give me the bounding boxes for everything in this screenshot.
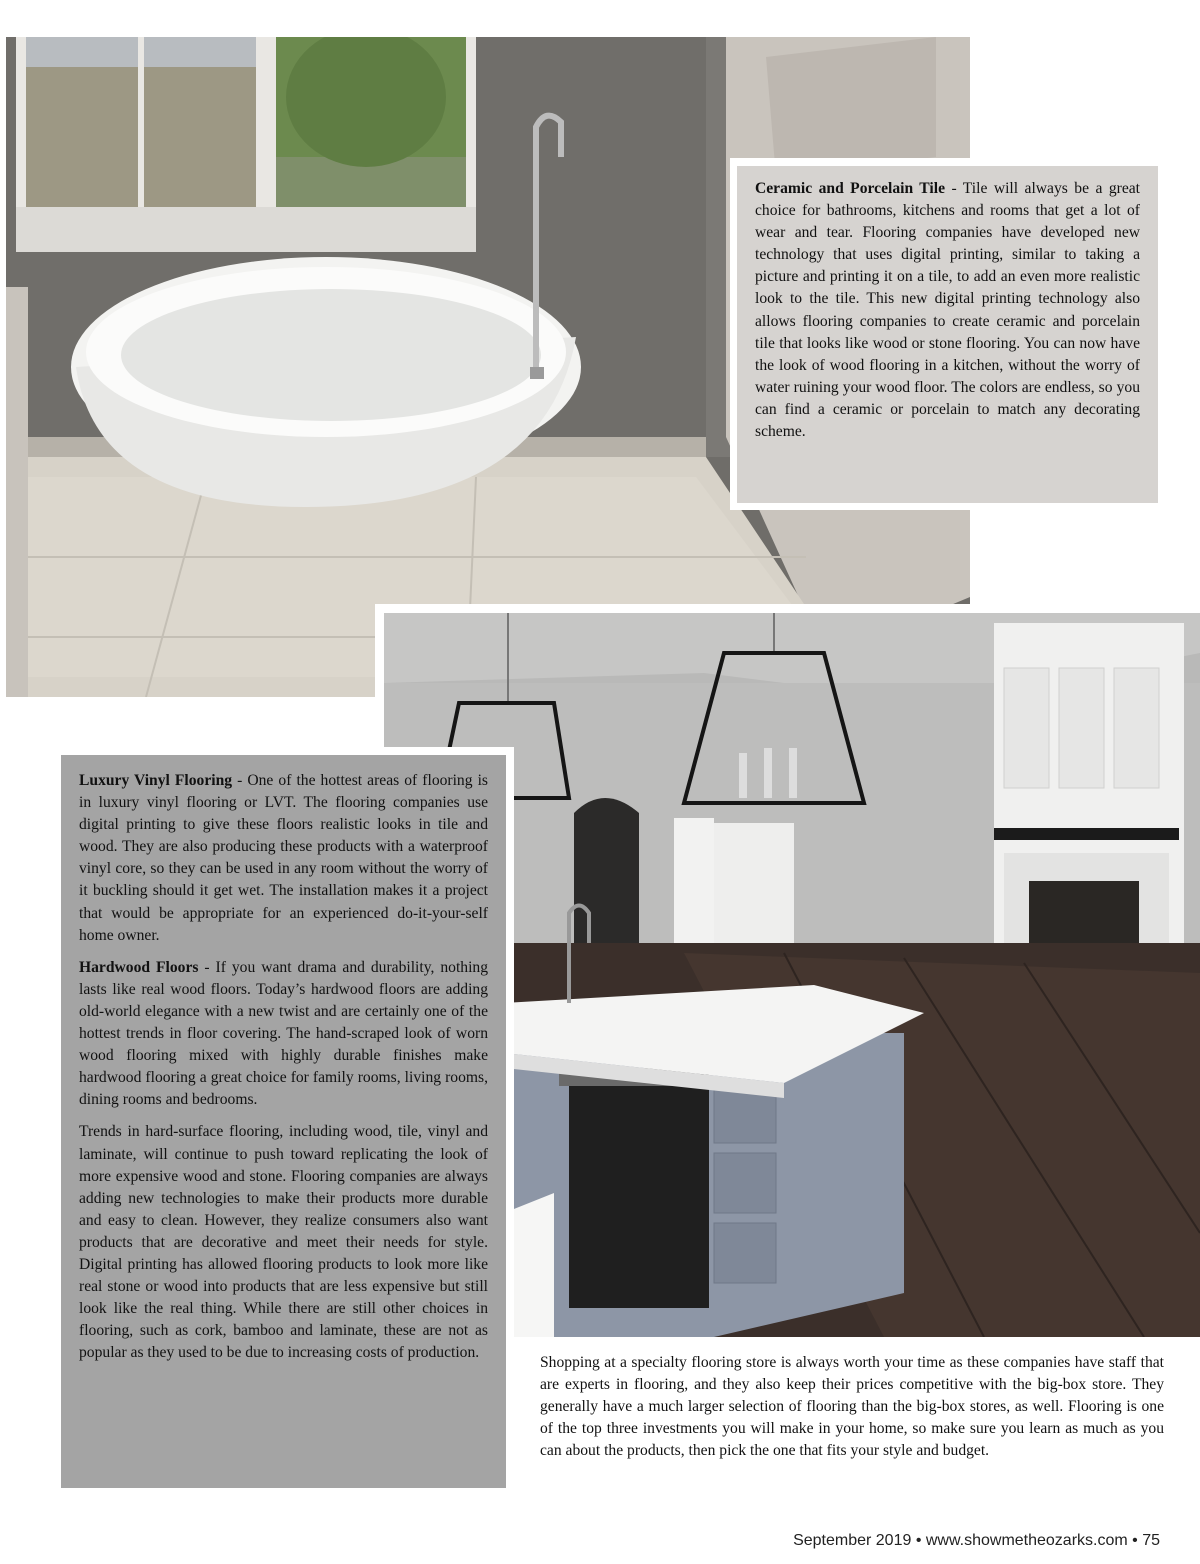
hardwood-text: - If you want drama and durability, nothing lasts like real wood floors. Today’s hardwood floors are adding old-world elegance with a new twist and are certainly one of the hottest trends in floor covering. The hand-scraped look of worn wood flooring mixed with highly durable finishes make hardwood flooring a great choice for family rooms, living rooms, dining rooms and bedrooms. (79, 958, 488, 1109)
tile-box-text: - Tile will always be a great choice for bathrooms, kitchens and rooms that get a lot of wear and tear. Flooring companies have developed new technology that uses digital printing, similar to taking a picture and printing it on a tile, to add an even more realistic look to the tile. This new digital printing technology also allows flooring companies to create ceramic and porcelain tile that looks like wood or stone flooring. You can now have the look of wood flooring in a kitchen, without the worry of water ruining your wood floor. The colors are endless, so you can find a ceramic or porcelain to match any decorating scheme. (755, 180, 1140, 441)
lvt-text: - One of the hottest areas of flooring is in luxury vinyl flooring or LVT. The flooring companies use digital printing to give these floors realistic looks in tile and wood. They are also producing these products with a waterproof vinyl core, so they can be used in any room without the worry of it buckling should it get wet. The installation makes it a project that would be appropriate for an experienced do-it-your-self home owner. (79, 772, 488, 944)
shopping-paragraph: Shopping at a specialty flooring store is always worth your time as these companies have staff that are experts in flooring, and they also keep their prices competitive with the big-box store. They generally have a much larger selection of flooring than the big-box stores, as well. Flooring is one of the top three investments you will make in your home, so make sure you learn as much as you can about the products, then pick the one that fits your style and budget. (540, 1354, 1164, 1460)
ceramic-porcelain-tile-box (737, 166, 1158, 503)
hardwood-title: Hardwood Floors (79, 958, 199, 976)
flooring-types-box (61, 755, 506, 1488)
page-footer: September 2019 • www.showmetheozarks.com • 75 (793, 1532, 1160, 1549)
lvt-title: Luxury Vinyl Flooring (79, 772, 233, 789)
tile-box-title: Ceramic and Porcelain Tile (755, 180, 945, 197)
trends-text: Trends in hard-surface flooring, including wood, tile, vinyl and laminate, will continue to push toward replicating the look of more expensive wood and stone. Flooring companies are always adding new technologies to make their products more durable and easy to clean. However, they realize consumers also want products that are decorative and meet their needs for style. Digital printing has allowed flooring products to look more like real stone or wood into products that are less expensive but still look like the real thing. While there are still other choices in flooring, such as cork, bamboo and laminate, these are not as popular as they used to be due to increasing costs of production. (79, 1123, 488, 1362)
